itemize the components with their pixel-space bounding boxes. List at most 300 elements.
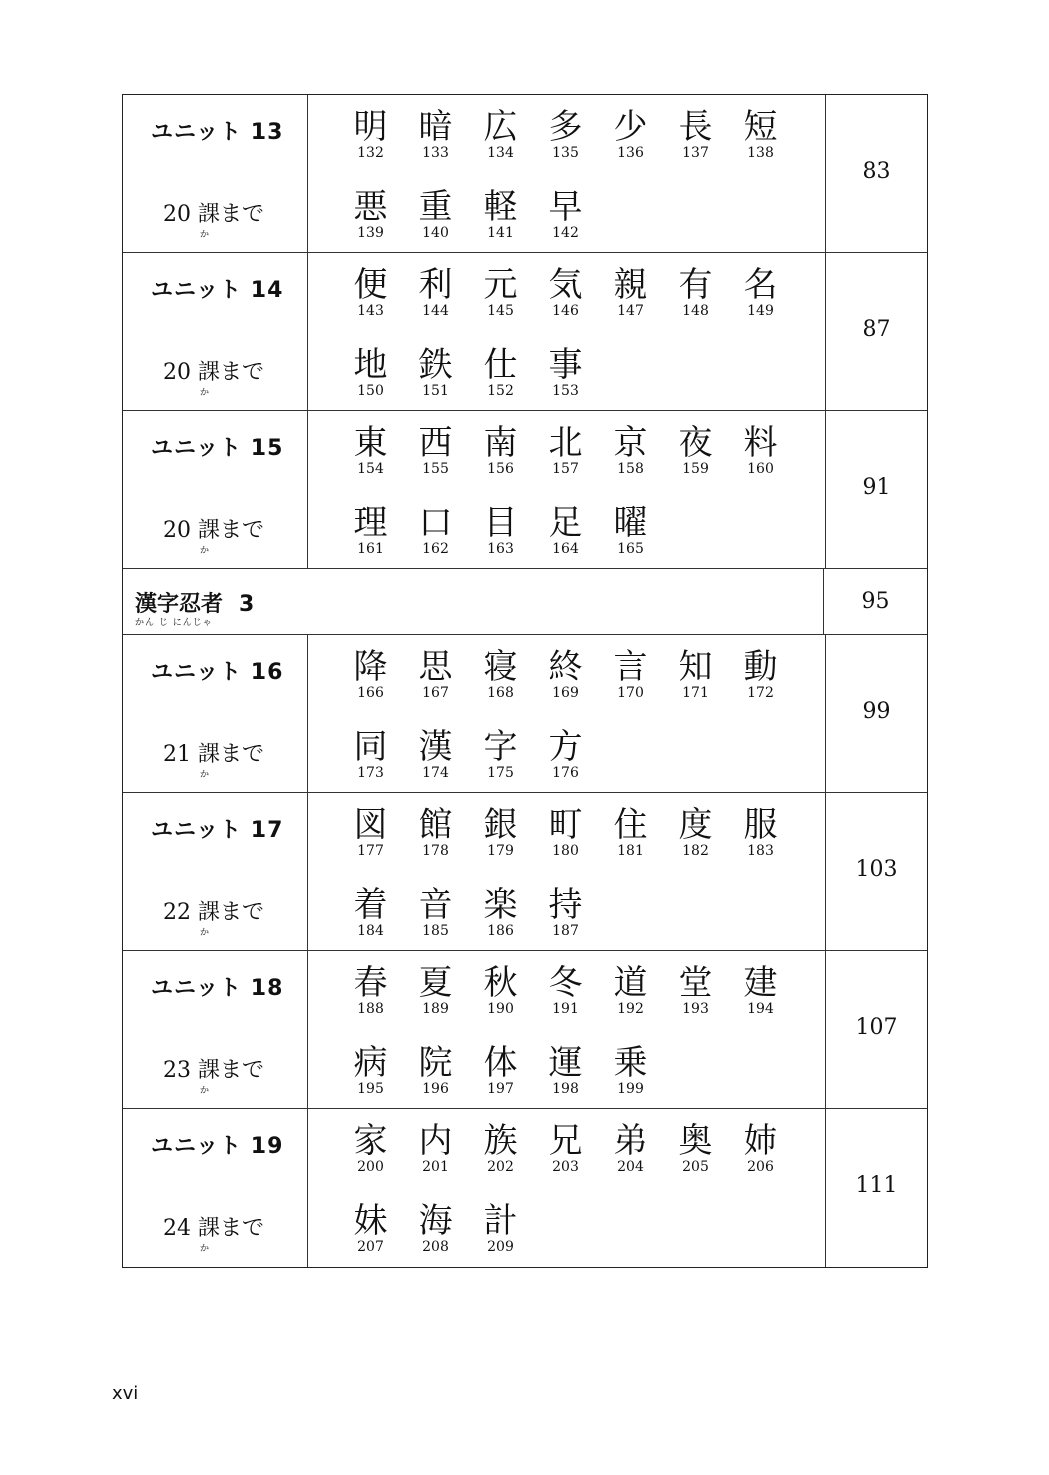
kanji-character: 料 (743, 423, 778, 463)
unit-label-cell (123, 253, 308, 410)
kanji-number: 137 (682, 145, 709, 161)
kanji-character: 理 (353, 503, 388, 543)
kanji-number: 183 (747, 843, 774, 859)
kanji-ninja-label-cell (123, 569, 824, 634)
lesson-ruby: か (200, 546, 210, 556)
kanji-entry (533, 345, 598, 399)
kanji-number: 190 (487, 1001, 514, 1017)
kanji-character: 北 (548, 423, 583, 463)
unit-row (123, 95, 927, 253)
kanji-line (338, 727, 598, 781)
lesson-ruby: か (200, 1244, 210, 1254)
kanji-number: 140 (422, 225, 449, 241)
page-number-footer: xvi (112, 1383, 139, 1404)
kanji-entry (728, 805, 793, 859)
contents-table (122, 94, 928, 1268)
kanji-character: 秋 (483, 963, 518, 1003)
kanji-entry (533, 265, 598, 319)
kanji-entry (533, 503, 598, 557)
kanji-character: 広 (483, 107, 518, 147)
kanji-character: 元 (483, 265, 518, 305)
kanji-entry (403, 647, 468, 701)
page-number: 111 (855, 1173, 898, 1198)
unit-label-cell (123, 411, 308, 568)
kanji-character: 足 (548, 503, 583, 543)
kanji-character: 口 (418, 503, 453, 543)
kanji-number: 191 (552, 1001, 579, 1017)
lesson-range: 24 課まで (163, 1216, 264, 1241)
page-number: 91 (862, 475, 891, 500)
kanji-character: 運 (548, 1043, 583, 1083)
kanji-character: 動 (743, 647, 778, 687)
kanji-entry (533, 1043, 598, 1097)
kanji-number: 136 (617, 145, 644, 161)
kanji-character: 家 (353, 1121, 388, 1161)
kanji-character: 妹 (353, 1201, 388, 1241)
kanji-entry (338, 503, 403, 557)
kanji-entry (598, 647, 663, 701)
unit-title: ユニット 14 (151, 278, 284, 303)
unit-label-cell (123, 951, 308, 1108)
unit-title: ユニット 16 (151, 660, 284, 685)
kanji-entry (338, 1201, 403, 1255)
kanji-entry (403, 963, 468, 1017)
kanji-number: 184 (357, 923, 384, 939)
kanji-entry (468, 1121, 533, 1175)
kanji-entry (598, 265, 663, 319)
lesson-range: 23 課まで (163, 1058, 264, 1083)
kanji-entry (403, 727, 468, 781)
kanji-entry (533, 187, 598, 241)
kanji-number: 139 (357, 225, 384, 241)
kanji-character: 地 (353, 345, 388, 385)
kanji-entry (728, 1121, 793, 1175)
kanji-entry (598, 1121, 663, 1175)
lesson-ruby: か (200, 770, 210, 780)
kanji-character: 漢 (418, 727, 453, 767)
unit-row (123, 1109, 927, 1267)
kanji-entry (338, 1121, 403, 1175)
kanji-character: 銀 (483, 805, 518, 845)
unit-label-cell (123, 95, 308, 252)
kanji-entry (598, 963, 663, 1017)
kanji-number: 160 (747, 461, 774, 477)
kanji-number: 199 (617, 1081, 644, 1097)
kanji-number: 207 (357, 1239, 384, 1255)
kanji-entry (468, 503, 533, 557)
kanji-number: 175 (487, 765, 514, 781)
unit-row (123, 635, 927, 793)
kanji-entry (598, 503, 663, 557)
kanji-entry (338, 107, 403, 161)
lesson-ruby: か (200, 388, 210, 398)
page-cell (826, 411, 927, 568)
kanji-number: 147 (617, 303, 644, 319)
kanji-number: 208 (422, 1239, 449, 1255)
kanji-entry (338, 423, 403, 477)
kanji-entry (533, 647, 598, 701)
kanji-character: 早 (548, 187, 583, 227)
kanji-character: 海 (418, 1201, 453, 1241)
kanji-entry (533, 885, 598, 939)
kanji-entry (533, 1121, 598, 1175)
kanji-entry (598, 1043, 663, 1097)
kanji-character: 夜 (678, 423, 713, 463)
lesson-ruby: か (200, 1086, 210, 1096)
kanji-list-cell (308, 635, 826, 792)
kanji-line (338, 885, 598, 939)
page-number: 87 (862, 317, 891, 342)
kanji-character: 内 (418, 1121, 453, 1161)
kanji-entry (403, 265, 468, 319)
kanji-number: 157 (552, 461, 579, 477)
kanji-number: 166 (357, 685, 384, 701)
kanji-character: 西 (418, 423, 453, 463)
kanji-entry (468, 885, 533, 939)
kanji-number: 135 (552, 145, 579, 161)
kanji-entry (403, 187, 468, 241)
kanji-number: 188 (357, 1001, 384, 1017)
kanji-number: 189 (422, 1001, 449, 1017)
kanji-character: 着 (353, 885, 388, 925)
kanji-entry (468, 423, 533, 477)
kanji-entry (468, 265, 533, 319)
kanji-list-cell (308, 411, 826, 568)
kanji-entry (468, 107, 533, 161)
kanji-character: 曜 (613, 503, 648, 543)
kanji-character: 重 (418, 187, 453, 227)
kanji-entry (338, 647, 403, 701)
kanji-number: 176 (552, 765, 579, 781)
kanji-line (338, 963, 793, 1017)
kanji-entry (468, 187, 533, 241)
kanji-number: 167 (422, 685, 449, 701)
kanji-character: 目 (483, 503, 518, 543)
kanji-list-cell (308, 793, 826, 950)
kanji-entry (663, 265, 728, 319)
page-number: 103 (855, 857, 898, 882)
kanji-entry (468, 1043, 533, 1097)
kanji-number: 197 (487, 1081, 514, 1097)
kanji-list-cell (308, 1109, 826, 1267)
kanji-character: 館 (418, 805, 453, 845)
kanji-entry (728, 423, 793, 477)
kanji-entry (403, 1043, 468, 1097)
kanji-number: 133 (422, 145, 449, 161)
kanji-ninja-ruby: かん じ にんじゃ (135, 618, 213, 628)
kanji-list-cell (308, 951, 826, 1108)
kanji-number: 202 (487, 1159, 514, 1175)
kanji-character: 鉄 (418, 345, 453, 385)
kanji-entry (468, 963, 533, 1017)
kanji-character: 弟 (613, 1121, 648, 1161)
kanji-entry (338, 265, 403, 319)
page-cell (826, 253, 927, 410)
lesson-range: 20 課まで (163, 518, 264, 543)
kanji-entry (533, 423, 598, 477)
page-cell (826, 635, 927, 792)
kanji-number: 195 (357, 1081, 384, 1097)
kanji-entry (728, 265, 793, 319)
kanji-character: 院 (418, 1043, 453, 1083)
kanji-entry (598, 107, 663, 161)
kanji-entry (468, 647, 533, 701)
kanji-number: 145 (487, 303, 514, 319)
kanji-number: 182 (682, 843, 709, 859)
page-number: 99 (862, 699, 891, 724)
kanji-entry (338, 345, 403, 399)
unit-label-cell (123, 1109, 308, 1267)
kanji-line (338, 423, 793, 477)
kanji-character: 字 (483, 727, 518, 767)
kanji-entry (663, 805, 728, 859)
kanji-character: 便 (353, 265, 388, 305)
kanji-number: 159 (682, 461, 709, 477)
kanji-line (338, 265, 793, 319)
kanji-number: 186 (487, 923, 514, 939)
kanji-character: 南 (483, 423, 518, 463)
kanji-character: 有 (678, 265, 713, 305)
kanji-number: 141 (487, 225, 514, 241)
kanji-number: 205 (682, 1159, 709, 1175)
kanji-entry (338, 805, 403, 859)
page-number: 95 (861, 589, 890, 614)
unit-row (123, 951, 927, 1109)
kanji-entry (468, 1201, 533, 1255)
kanji-number: 162 (422, 541, 449, 557)
kanji-character: 冬 (548, 963, 583, 1003)
kanji-number: 170 (617, 685, 644, 701)
kanji-character: 堂 (678, 963, 713, 1003)
kanji-character: 持 (548, 885, 583, 925)
kanji-line (338, 1121, 793, 1175)
kanji-number: 168 (487, 685, 514, 701)
kanji-number: 209 (487, 1239, 514, 1255)
kanji-number: 165 (617, 541, 644, 557)
kanji-number: 150 (357, 383, 384, 399)
kanji-character: 言 (613, 647, 648, 687)
kanji-character: 計 (483, 1201, 518, 1241)
kanji-ninja-title-text: 漢字忍者 (135, 592, 224, 617)
kanji-entry (468, 727, 533, 781)
kanji-entry (403, 885, 468, 939)
kanji-number: 178 (422, 843, 449, 859)
kanji-line (338, 805, 793, 859)
kanji-entry (403, 423, 468, 477)
kanji-number: 132 (357, 145, 384, 161)
lesson-ruby: か (200, 230, 210, 240)
kanji-entry (533, 107, 598, 161)
kanji-character: 長 (678, 107, 713, 147)
kanji-number: 163 (487, 541, 514, 557)
kanji-line (338, 1043, 663, 1097)
page-cell (826, 951, 927, 1108)
kanji-character: 知 (678, 647, 713, 687)
kanji-number: 174 (422, 765, 449, 781)
kanji-character: 仕 (483, 345, 518, 385)
kanji-number: 187 (552, 923, 579, 939)
lesson-range: 20 課まで (163, 360, 264, 385)
kanji-number: 138 (747, 145, 774, 161)
kanji-character: 楽 (483, 885, 518, 925)
kanji-number: 171 (682, 685, 709, 701)
kanji-entry (598, 423, 663, 477)
kanji-number: 169 (552, 685, 579, 701)
kanji-number: 173 (357, 765, 384, 781)
kanji-number: 203 (552, 1159, 579, 1175)
kanji-entry (403, 1201, 468, 1255)
kanji-character: 東 (353, 423, 388, 463)
kanji-character: 終 (548, 647, 583, 687)
kanji-number: 134 (487, 145, 514, 161)
kanji-number: 161 (357, 541, 384, 557)
kanji-number: 143 (357, 303, 384, 319)
kanji-character: 名 (743, 265, 778, 305)
kanji-character: 同 (353, 727, 388, 767)
kanji-entry (403, 345, 468, 399)
kanji-character: 夏 (418, 963, 453, 1003)
kanji-number: 180 (552, 843, 579, 859)
kanji-character: 軽 (483, 187, 518, 227)
kanji-entry (663, 963, 728, 1017)
kanji-character: 悪 (353, 187, 388, 227)
kanji-number: 148 (682, 303, 709, 319)
kanji-character: 寝 (483, 647, 518, 687)
kanji-number: 185 (422, 923, 449, 939)
kanji-number: 192 (617, 1001, 644, 1017)
kanji-line (338, 503, 663, 557)
kanji-number: 144 (422, 303, 449, 319)
kanji-entry (403, 805, 468, 859)
kanji-character: 姉 (743, 1121, 778, 1161)
kanji-number: 177 (357, 843, 384, 859)
page-number: 107 (855, 1015, 898, 1040)
kanji-character: 町 (548, 805, 583, 845)
kanji-number: 164 (552, 541, 579, 557)
kanji-character: 図 (353, 805, 388, 845)
kanji-entry (403, 503, 468, 557)
kanji-entry (728, 647, 793, 701)
kanji-entry (403, 1121, 468, 1175)
kanji-list-cell (308, 253, 826, 410)
kanji-number: 198 (552, 1081, 579, 1097)
kanji-number: 153 (552, 383, 579, 399)
unit-label-cell (123, 793, 308, 950)
kanji-entry (533, 805, 598, 859)
kanji-entry (338, 885, 403, 939)
unit-title: ユニット 17 (151, 818, 284, 843)
unit-row (123, 253, 927, 411)
kanji-character: 思 (418, 647, 453, 687)
page-number: 83 (862, 159, 891, 184)
kanji-entry (663, 1121, 728, 1175)
kanji-number: 151 (422, 383, 449, 399)
page-cell (826, 1109, 927, 1267)
kanji-line (338, 647, 793, 701)
kanji-character: 暗 (418, 107, 453, 147)
kanji-character: 明 (353, 107, 388, 147)
kanji-character: 利 (418, 265, 453, 305)
kanji-entry (338, 727, 403, 781)
lesson-range: 21 課まで (163, 742, 264, 767)
kanji-character: 建 (743, 963, 778, 1003)
kanji-entry (598, 805, 663, 859)
unit-row (123, 411, 927, 569)
kanji-line (338, 107, 793, 161)
kanji-number: 146 (552, 303, 579, 319)
kanji-number: 179 (487, 843, 514, 859)
kanji-character: 多 (548, 107, 583, 147)
kanji-list-cell (308, 95, 826, 252)
kanji-character: 服 (743, 805, 778, 845)
kanji-number: 196 (422, 1081, 449, 1097)
kanji-entry (533, 963, 598, 1017)
kanji-line (338, 1201, 533, 1255)
kanji-number: 172 (747, 685, 774, 701)
kanji-character: 京 (613, 423, 648, 463)
lesson-range: 22 課まで (163, 900, 264, 925)
kanji-number: 154 (357, 461, 384, 477)
unit-label-cell (123, 635, 308, 792)
kanji-character: 春 (353, 963, 388, 1003)
kanji-number: 155 (422, 461, 449, 477)
page-cell (824, 569, 927, 634)
kanji-number: 200 (357, 1159, 384, 1175)
kanji-ninja-title (135, 587, 254, 618)
kanji-character: 降 (353, 647, 388, 687)
kanji-number: 158 (617, 461, 644, 477)
kanji-character: 体 (483, 1043, 518, 1083)
kanji-number: 201 (422, 1159, 449, 1175)
kanji-number: 181 (617, 843, 644, 859)
unit-title: ユニット 18 (151, 976, 284, 1001)
kanji-character: 事 (548, 345, 583, 385)
kanji-character: 乗 (613, 1043, 648, 1083)
kanji-ninja-row (123, 569, 927, 635)
kanji-number: 194 (747, 1001, 774, 1017)
kanji-number: 152 (487, 383, 514, 399)
kanji-entry (728, 107, 793, 161)
kanji-entry (663, 647, 728, 701)
kanji-ninja-number: 3 (239, 592, 255, 617)
kanji-entry (338, 187, 403, 241)
page-cell (826, 793, 927, 950)
page-cell (826, 95, 927, 252)
kanji-line (338, 187, 598, 241)
kanji-character: 住 (613, 805, 648, 845)
kanji-line (338, 345, 598, 399)
kanji-character: 親 (613, 265, 648, 305)
unit-title: ユニット 15 (151, 436, 284, 461)
kanji-character: 族 (483, 1121, 518, 1161)
kanji-character: 少 (613, 107, 648, 147)
unit-title: ユニット 13 (151, 120, 284, 145)
kanji-entry (663, 423, 728, 477)
kanji-entry (533, 727, 598, 781)
kanji-entry (663, 107, 728, 161)
unit-row (123, 793, 927, 951)
kanji-entry (403, 107, 468, 161)
kanji-character: 奥 (678, 1121, 713, 1161)
kanji-number: 142 (552, 225, 579, 241)
kanji-entry (728, 963, 793, 1017)
kanji-number: 204 (617, 1159, 644, 1175)
kanji-character: 度 (678, 805, 713, 845)
kanji-character: 方 (548, 727, 583, 767)
kanji-character: 道 (613, 963, 648, 1003)
kanji-number: 193 (682, 1001, 709, 1017)
kanji-entry (338, 1043, 403, 1097)
